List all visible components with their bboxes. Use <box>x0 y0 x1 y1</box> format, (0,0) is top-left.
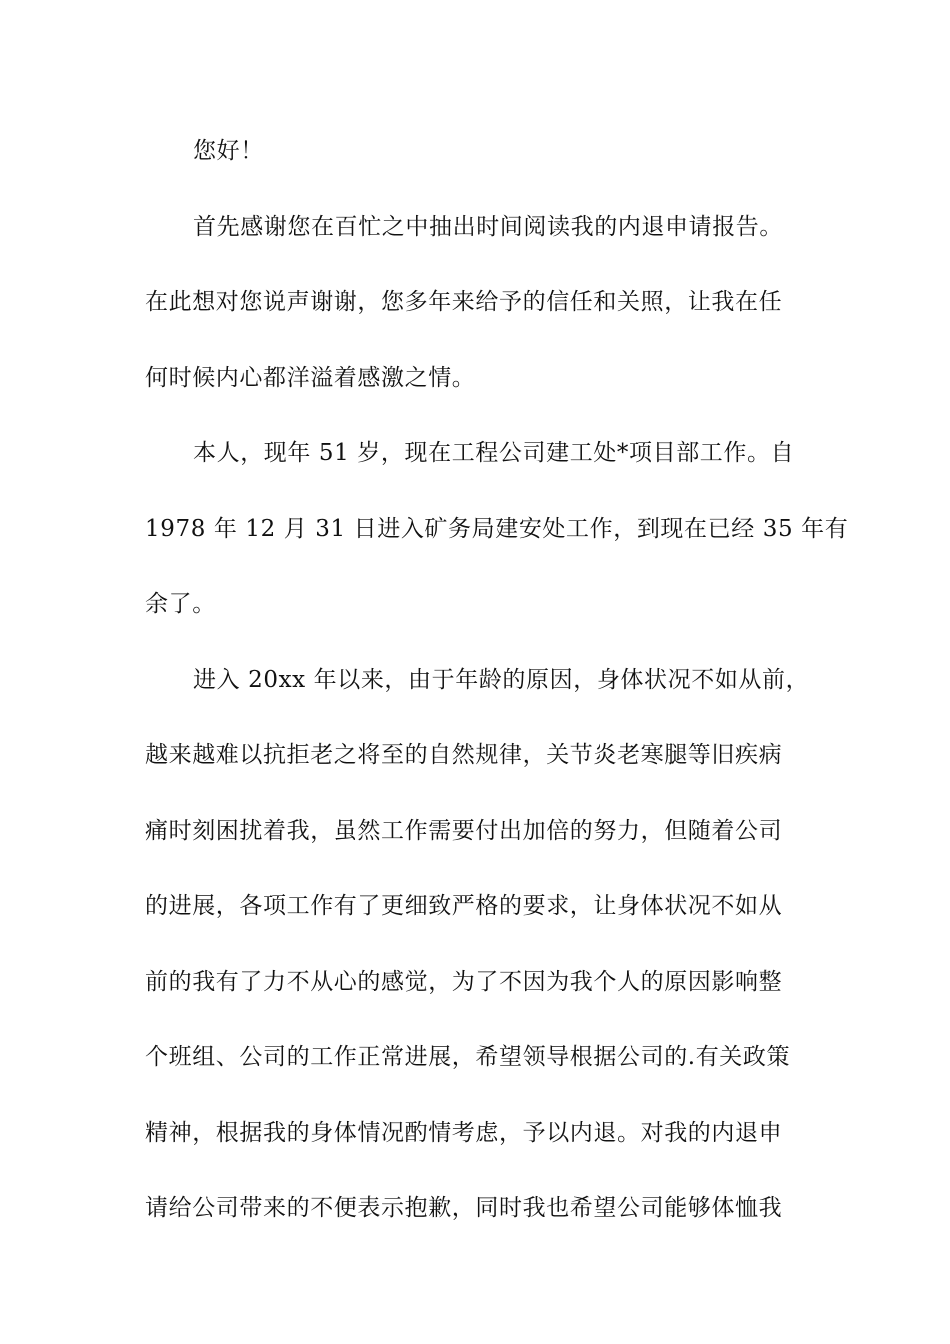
text-line: 前的我有了力不从心的感觉，为了不因为我个人的原因影响整 <box>145 968 783 995</box>
text-line: 精神，根据我的身体情况酌情考虑，予以内退。对我的内退申 <box>145 1119 783 1146</box>
text-line: 在此想对您说声谢谢，您多年来给予的信任和关照，让我在任 <box>145 289 783 315</box>
text-line: 何时候内心都洋溢着感激之情。 <box>145 364 476 391</box>
text-line: 个班组、公司的工作正常进展，希望领导根据公司的.有关政策 <box>145 1044 791 1070</box>
text-line: 痛时刻困扰着我，虽然工作需要付出加倍的努力，但随着公司 <box>145 817 783 844</box>
letter-body <box>145 129 849 1262</box>
text-line: 余了。 <box>145 591 216 617</box>
text-line: 进入 20xx 年以来，由于年龄的原因，身体状况不如从前， <box>193 666 810 693</box>
text-line: 首先感谢您在百忙之中抽出时间阅读我的内退申请报告。 <box>193 213 783 240</box>
text-line: 的进展，各项工作有了更细致严格的要求，让身体状况不如从 <box>145 893 783 919</box>
text-line: 请给公司带来的不便表示抱歉，同时我也希望公司能够体恤我 <box>145 1195 783 1221</box>
greeting-line: 您好！ <box>193 138 264 164</box>
text-line: 越来越难以抗拒老之将至的自然规律，关节炎老寒腿等旧疾病 <box>145 742 783 768</box>
text-line: 本人，现年 51 岁，现在工程公司建工处*项目部工作。自 <box>193 440 795 466</box>
text-line: 1978 年 12 月 31 日进入矿务局建安处工作，到现在已经 35 年有 <box>145 515 849 542</box>
